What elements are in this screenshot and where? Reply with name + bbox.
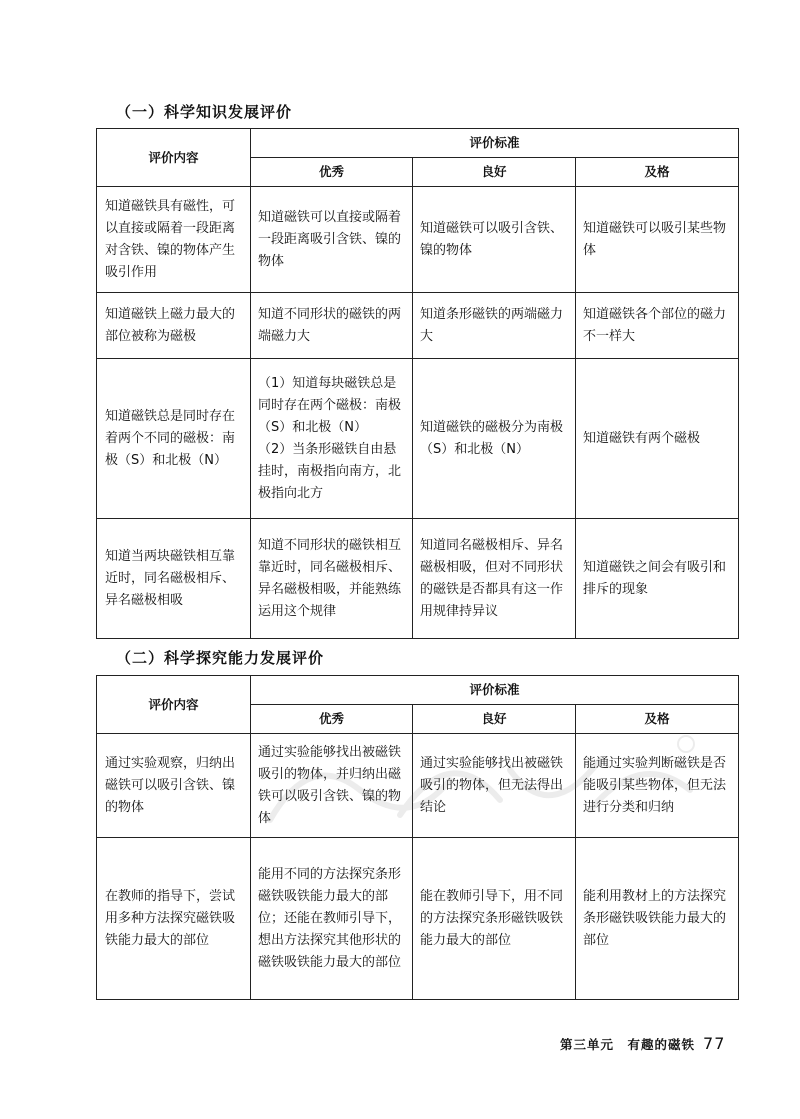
cell-good: 知道磁铁的磁极分为南极（S）和北极（N） — [413, 359, 576, 519]
cell-content: 通过实验观察，归纳出磁铁可以吸引含铁、镍的物体 — [97, 734, 251, 838]
table-header-row — [97, 676, 739, 705]
header-good: 良好 — [413, 705, 576, 734]
table-row — [97, 187, 739, 293]
inquiry-evaluation-table — [96, 675, 739, 1000]
cell-excellent: 通过实验能够找出被磁铁吸引的物体，并归纳出磁铁可以吸引含铁、镍的物体 — [251, 734, 413, 838]
cell-pass: 能利用教材上的方法探究条形磁铁吸铁能力最大的部位 — [576, 838, 739, 1000]
header-excellent: 优秀 — [251, 705, 413, 734]
header-good: 良好 — [413, 158, 576, 187]
cell-pass: 能通过实验判断磁铁是否能吸引某些物体，但无法进行分类和归纳 — [576, 734, 739, 838]
cell-content: 知道磁铁上磁力最大的部位被称为磁极 — [97, 293, 251, 359]
cell-excellent: （1）知道每块磁铁总是同时存在两个磁极：南极（S）和北极（N） （2）当条形磁铁自由悬挂时，南极指向南方，北极指向北方 — [251, 359, 413, 519]
table-row — [97, 519, 739, 639]
cell-pass: 知道磁铁之间会有吸引和排斥的现象 — [576, 519, 739, 639]
table-header-row — [97, 129, 739, 158]
table-row — [97, 838, 739, 1000]
header-excellent: 优秀 — [251, 158, 413, 187]
unit-title: 第三单元 有趣的磁铁 — [560, 1037, 696, 1052]
cell-good: 能在教师引导下，用不同的方法探究条形磁铁吸铁能力最大的部位 — [413, 838, 576, 1000]
knowledge-evaluation-table — [96, 128, 739, 639]
page-number: 77 — [703, 1034, 726, 1053]
cell-excellent: 知道不同形状的磁铁相互靠近时，同名磁极相斥、异名磁极相吸，并能熟练运用这个规律 — [251, 519, 413, 639]
cell-content: 知道磁铁总是同时存在着两个不同的磁极：南极（S）和北极（N） — [97, 359, 251, 519]
cell-good: 知道同名磁极相斥、异名磁极相吸，但对不同形状的磁铁是否都具有这一作用规律持异议 — [413, 519, 576, 639]
section-title-inquiry: （二）科学探究能力发展评价 — [116, 649, 325, 667]
header-pass: 及格 — [576, 158, 739, 187]
cell-pass: 知道磁铁各个部位的磁力不一样大 — [576, 293, 739, 359]
cell-content: 在教师的指导下，尝试用多种方法探究磁铁吸铁能力最大的部位 — [97, 838, 251, 1000]
cell-excellent: 能用不同的方法探究条形磁铁吸铁能力最大的部位；还能在教师引导下，想出方法探究其他形状的磁铁吸铁能力最大的部位 — [251, 838, 413, 1000]
table-row — [97, 293, 739, 359]
table-row — [97, 734, 739, 838]
cell-excellent: 知道磁铁可以直接或隔着一段距离吸引含铁、镍的物体 — [251, 187, 413, 293]
section-title-knowledge: （一）科学知识发展评价 — [116, 103, 293, 121]
cell-good: 知道磁铁可以吸引含铁、镍的物体 — [413, 187, 576, 293]
cell-good: 知道条形磁铁的两端磁力大 — [413, 293, 576, 359]
cell-good: 通过实验能够找出被磁铁吸引的物体，但无法得出结论 — [413, 734, 576, 838]
header-pass: 及格 — [576, 705, 739, 734]
cell-pass: 知道磁铁可以吸引某些物体 — [576, 187, 739, 293]
table-row — [97, 359, 739, 519]
cell-excellent: 知道不同形状的磁铁的两端磁力大 — [251, 293, 413, 359]
page-footer — [560, 1034, 725, 1053]
header-standard: 评价标准 — [251, 129, 739, 158]
cell-content: 知道磁铁具有磁性，可以直接或隔着一段距离对含铁、镍的物体产生吸引作用 — [97, 187, 251, 293]
header-content: 评价内容 — [97, 676, 251, 734]
header-standard: 评价标准 — [251, 676, 739, 705]
cell-content: 知道当两块磁铁相互靠近时，同名磁极相斥、异名磁极相吸 — [97, 519, 251, 639]
cell-pass: 知道磁铁有两个磁极 — [576, 359, 739, 519]
header-content: 评价内容 — [97, 129, 251, 187]
